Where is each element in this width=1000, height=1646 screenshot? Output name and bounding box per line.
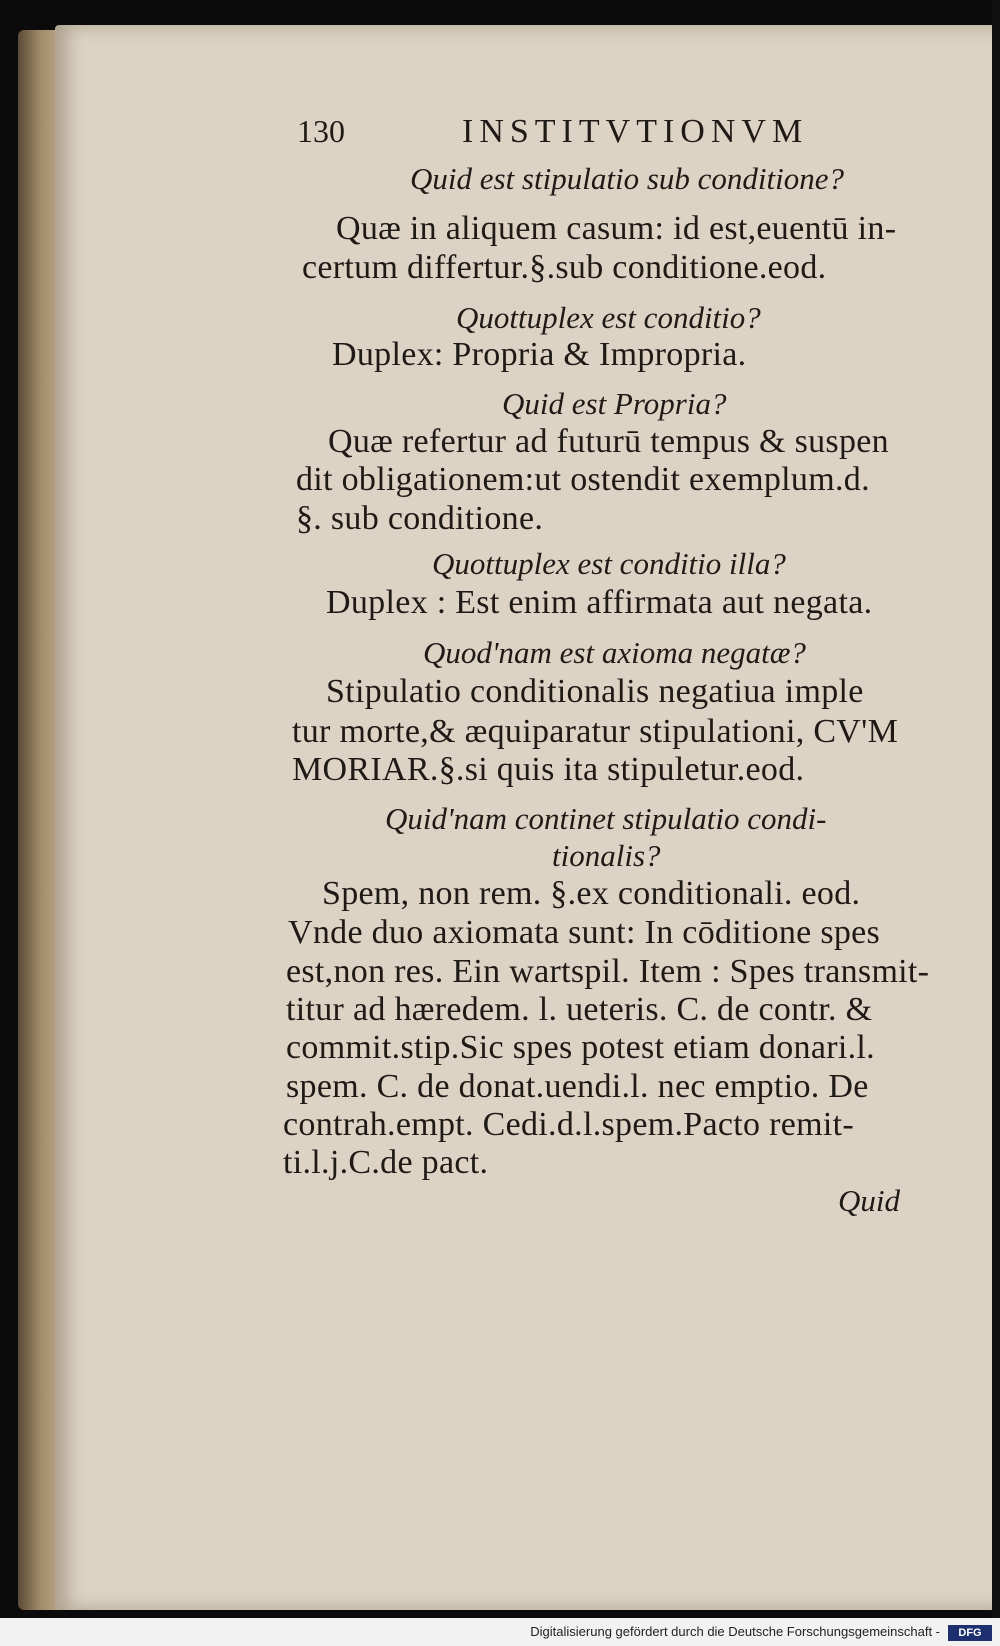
scan-edge [992,0,1000,1646]
question-line: Quid est stipulatio sub conditione? [410,161,844,196]
question-line: tionalis? [552,838,661,873]
text-line: Stipulatio conditionalis negatiua imple [326,673,864,710]
question-line: Quod'nam est axioma negatæ? [423,635,806,670]
page-number: 130 [297,113,345,149]
catchword: Quid [838,1183,900,1218]
text-line: certum differtur.§.sub conditione.eod. [302,249,827,286]
text-line: MORIAR.§.si quis ita stipuletur.eod. [292,751,805,788]
text-line: dit obligationem:ut ostendit exemplum.d. [296,461,870,498]
text-line: §. sub conditione. [296,500,544,537]
text-line: Vnde duo axiomata sunt: In cōditione spes [288,914,881,951]
running-title: INSTITVTIONVM [462,113,809,150]
text-line: Quæ refertur ad futurū tempus & suspen [328,423,889,460]
text-line: titur ad hæredem. l. ueteris. C. de contr. & [286,991,873,1028]
text-line: Quæ in aliquem casum: id est,euentū in- [336,210,897,247]
text-line: ti.l.j.C.de pact. [283,1144,489,1181]
dfg-logo: DFG [948,1625,992,1641]
text-line: contrah.empt. Cedi.d.l.spem.Pacto remit- [283,1106,854,1143]
text-line: commit.stip.Sic spes potest etiam donari.l. [286,1029,875,1066]
footer-bar [0,1618,1000,1646]
text-line: Spem, non rem. §.ex conditionali. eod. [322,875,861,912]
text-line: tur morte,& æquiparatur stipulationi, CV'M [292,713,899,750]
question-line: Quottuplex est conditio illa? [432,546,786,581]
text-line: Duplex: Propria & Impropria. [332,336,747,373]
footer-credit: Digitalisierung gefördert durch die Deutsche Forschungsgemeinschaft - [530,1624,940,1639]
text-line: spem. C. de donat.uendi.l. nec emptio. De [286,1068,869,1105]
question-line: Quid est Propria? [502,386,727,421]
text-line: est,non res. Ein wartspil. Item : Spes transmit- [286,953,930,990]
question-line: Quid'nam continet stipulatio condi- [385,801,827,836]
question-line: Quottuplex est conditio? [456,300,761,335]
text-line: Duplex : Est enim affirmata aut negata. [326,584,873,621]
